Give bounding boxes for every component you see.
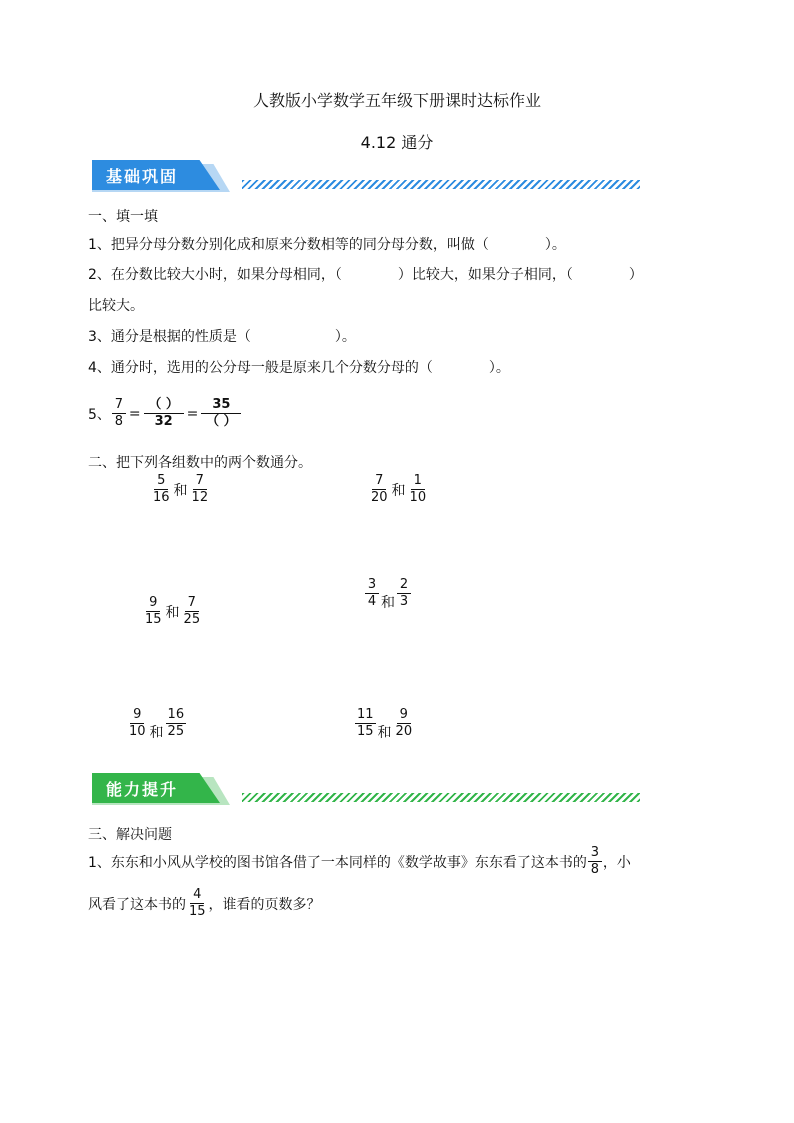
fraction: $\frac{9}{15}$ — [145, 595, 162, 628]
fraction: $\frac{9}{20}$ — [395, 707, 413, 740]
and-word: 和 — [391, 482, 406, 499]
question-1-2: 2、在分数比较大小时，如果分母相同，（ ）比较大，如果分子相同，（ ） — [88, 267, 643, 283]
fraction-pair-4 — [364, 578, 412, 610]
fraction: $\frac{3}{4}$ — [365, 578, 379, 610]
question-1-3: 3、通分是根据的性质是（ ）。 — [88, 329, 356, 345]
fraction: $\frac{11}{15}$ — [357, 707, 374, 740]
fraction: $\frac{7}{20}$ — [371, 473, 388, 506]
and-word: 和 — [165, 604, 180, 621]
fraction-7-8: $\frac{7}{8}$ — [112, 398, 126, 430]
banner-label: 能力提升 — [106, 780, 179, 799]
problem-text: ，小 — [602, 854, 631, 871]
section-banner-basic — [92, 160, 640, 194]
fraction: $\frac{5}{16}$ — [153, 473, 170, 506]
fraction: $\frac{2}{3}$ — [397, 578, 411, 610]
fraction-pair-6 — [354, 708, 415, 740]
fraction: $\frac{1}{10}$ — [409, 473, 427, 506]
banner-stripe — [242, 180, 640, 189]
part1-heading: 一、填一填 — [88, 209, 158, 225]
fraction-4-15: $\frac{4}{15}$ — [189, 887, 206, 920]
banner-label: 基础巩固 — [106, 167, 179, 186]
fraction-35-blank: $\frac{35}{( )}$ — [201, 398, 241, 430]
problem-3-1 — [88, 846, 631, 878]
equals-sign: = — [128, 405, 141, 422]
fraction: $\frac{9}{10}$ — [129, 707, 146, 740]
question-1-5 — [88, 398, 242, 430]
fraction: $\frac{7}{25}$ — [183, 595, 201, 628]
question-1-4: 4、通分时，选用的公分母一般是原来几个分数分母的（ ）。 — [88, 360, 510, 376]
fraction: $\frac{7}{12}$ — [191, 473, 209, 506]
fraction-pair-5 — [126, 708, 187, 740]
fraction-pair-2 — [368, 474, 429, 506]
section-banner-advanced — [92, 773, 640, 807]
problem-3-1-cont — [88, 888, 321, 920]
q5-prefix: 5、 — [88, 406, 111, 423]
question-1-2-cont: 比较大。 — [88, 298, 144, 314]
fraction-pair-1 — [150, 474, 211, 506]
fraction-3-8: $\frac{3}{8}$ — [588, 846, 602, 878]
equals-sign: = — [186, 405, 199, 422]
fraction-blank-32: $\frac{( )}{32}$ — [144, 398, 184, 430]
problem-text: 1、东东和小风从学校的图书馆各借了一本同样的《数学故事》东东看了这本书的 — [88, 854, 587, 871]
and-word: 和 — [173, 482, 188, 499]
problem-text: ，谁看的页数多？ — [208, 896, 321, 913]
page-title: 人教版小学数学五年级下册课时达标作业 — [252, 91, 541, 110]
part3-heading: 三、解决问题 — [88, 827, 172, 843]
and-word: 和 — [381, 594, 395, 611]
lesson-title: 4.12 通分 — [360, 133, 434, 152]
problem-text: 风看了这本书的 — [88, 896, 186, 913]
and-word: 和 — [149, 724, 164, 741]
and-word: 和 — [377, 724, 392, 741]
question-1-1: 1、把异分母分数分别化成和原来分数相等的同分母分数，叫做（ ）。 — [88, 237, 566, 253]
part2-heading: 二、把下列各组数中的两个数通分。 — [88, 455, 312, 471]
fraction: $\frac{16}{25}$ — [167, 707, 185, 740]
fraction-pair-3 — [142, 596, 203, 628]
banner-stripe — [242, 793, 640, 802]
